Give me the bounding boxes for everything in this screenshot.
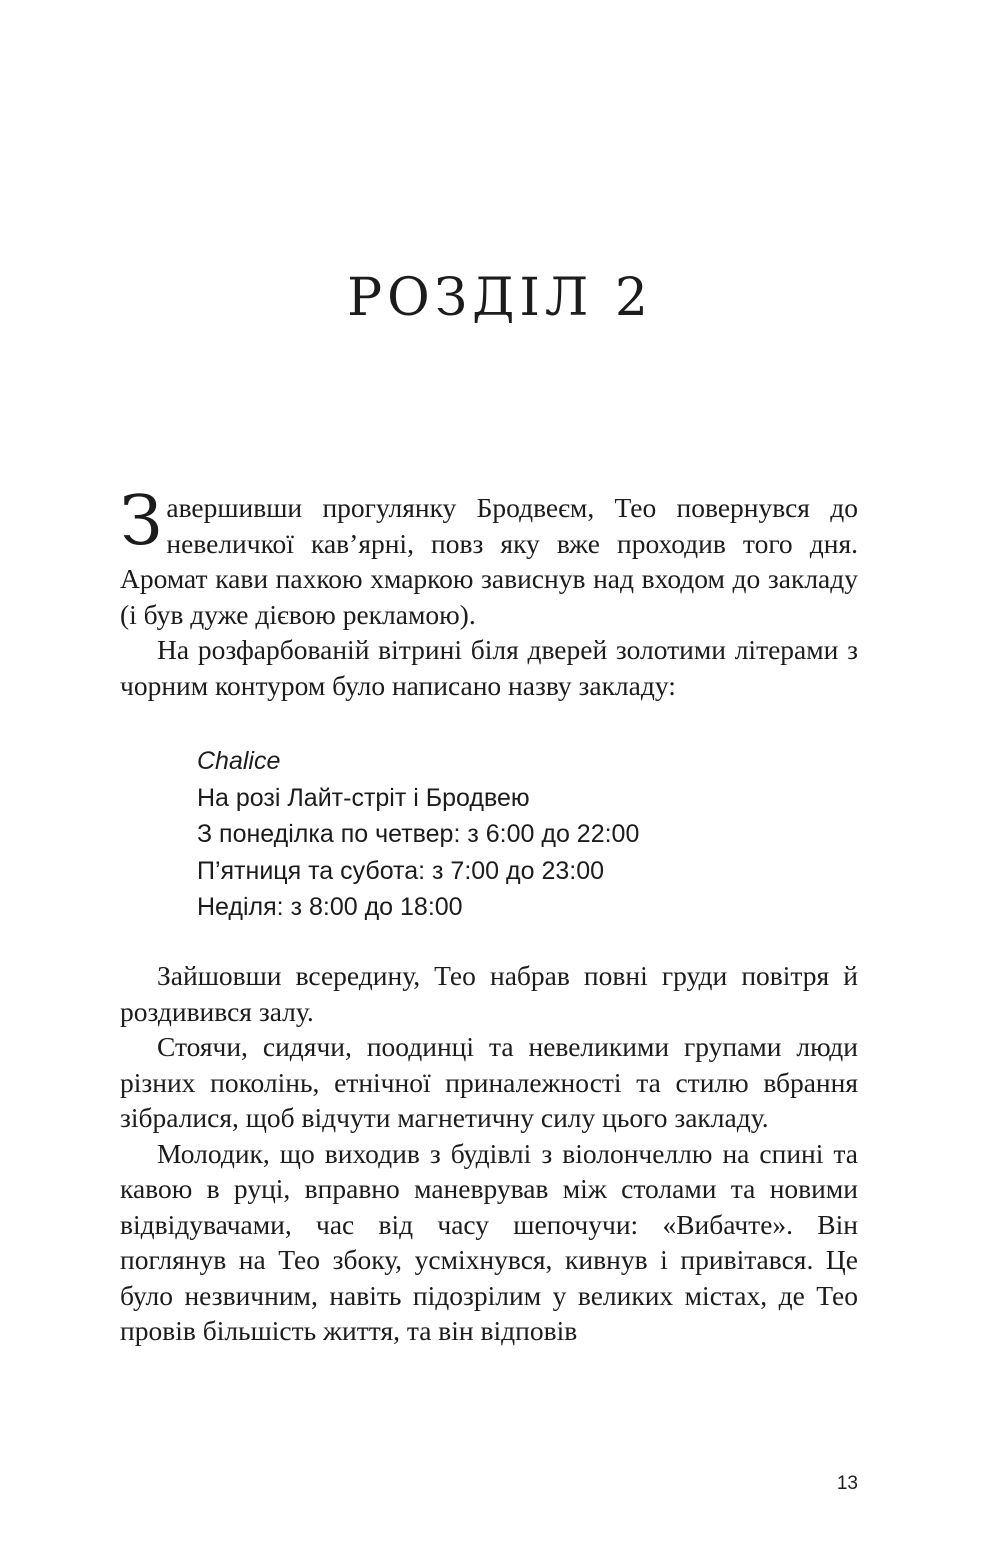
first-paragraph-text: авершивши прогулянку Бродвеєм, Тео повернувся до невеличкої кав’ярні, повз яку вже проходив того дня. Аромат кави пахкою хмаркою зависнув над входом до закладу (і був дуже дієвою рекламою). bbox=[120, 492, 858, 630]
page-number: 13 bbox=[836, 1473, 858, 1494]
sign-hours-sunday: Неділя: з 8:00 до 18:00 bbox=[197, 893, 463, 921]
sign-location: На розі Лайт-стріт і Бродвею bbox=[197, 783, 530, 812]
paragraph: Молодик, що виходив з будівлі з віолончеллю на спині та кавою в руці, вправно маневрував між столами та новими відвідувачами, час від часу шепочучи: «Вибачте». Він поглянув на Тео збоку, усміхнувся, кивнув і привітався. Це було незвичним, навіть підозрілим у великих містах, де Тео провів більшість життя, та він відповів bbox=[120, 1137, 858, 1346]
continuation-text-block bbox=[120, 958, 858, 1349]
cafe-sign-text bbox=[197, 743, 639, 926]
first-paragraph bbox=[120, 482, 858, 632]
chapter-title: РОЗДІЛ 2 bbox=[347, 268, 653, 328]
sign-hours-fri-sat: П’ятниця та субота: з 7:00 до 23:00 bbox=[197, 856, 605, 885]
second-paragraph: На розфарбованій вітрині біля дверей золотими літерами з чорним контуром було написано назву закладу: bbox=[120, 634, 858, 701]
sign-hours-weekdays: З понеділка по четвер: з 6:00 до 22:00 bbox=[197, 820, 640, 848]
opening-text-block bbox=[120, 482, 858, 703]
paragraph: Стоячи, сидячи, поодинці та невеликими групами люди різних поколінь, етнічної приналежності та стилю вбрання зібралися, щоб відчути магнетичну силу цього закладу. bbox=[120, 1031, 858, 1133]
sign-cafe-name: Chalice bbox=[197, 747, 281, 775]
paragraph: Зайшовши всередину, Тео набрав повні груди повітря й роздивився залу. bbox=[120, 960, 858, 1027]
drop-cap: З bbox=[120, 482, 163, 561]
